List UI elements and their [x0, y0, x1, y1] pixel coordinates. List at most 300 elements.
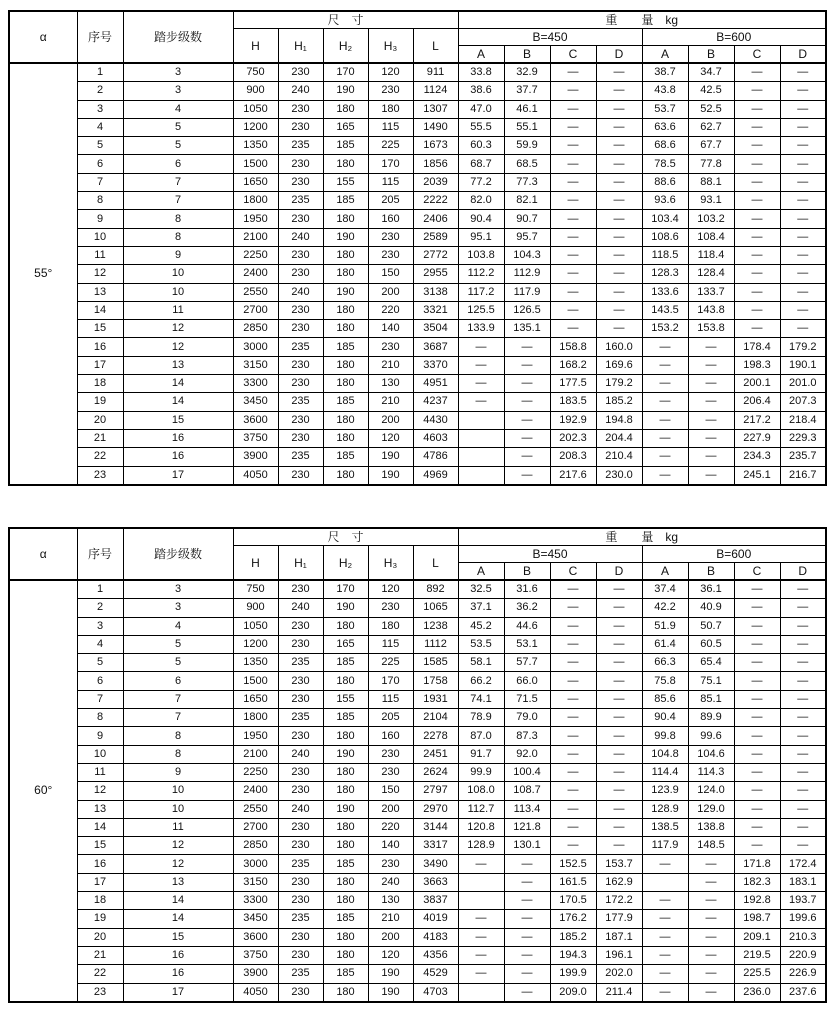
table-cell: 3300	[233, 892, 278, 910]
table-cell: 7	[123, 173, 233, 191]
table-cell: 1350	[233, 654, 278, 672]
table-cell: 3317	[413, 837, 458, 855]
table-cell: 200	[368, 928, 413, 946]
table-cell: —	[458, 910, 504, 928]
table-cell: 143.8	[688, 301, 734, 319]
alpha-value: 55°	[9, 63, 77, 485]
table-cell: 12	[123, 338, 233, 356]
table-cell: 900	[233, 599, 278, 617]
table-cell: 12	[77, 782, 123, 800]
table-cell: 205	[368, 709, 413, 727]
table-cell: 114.4	[642, 763, 688, 781]
table-cell: 230	[368, 745, 413, 763]
table-cell: 2550	[233, 800, 278, 818]
table-cell: —	[688, 375, 734, 393]
table-cell: 230	[278, 818, 323, 836]
table-cell: 234.3	[734, 448, 780, 466]
table-row	[9, 429, 826, 447]
table-cell	[458, 466, 504, 485]
table-cell: 13	[77, 283, 123, 301]
table-cell: 900	[233, 82, 278, 100]
table-cell: 1	[77, 580, 123, 599]
table-cell: —	[734, 246, 780, 264]
table-cell: 1856	[413, 155, 458, 173]
table-cell: 14	[77, 818, 123, 836]
table-cell: 161.5	[550, 873, 596, 891]
table-cell: 14	[123, 910, 233, 928]
table-cell: 55.1	[504, 118, 550, 136]
header-b450-d: D	[596, 563, 642, 581]
table-cell: 12	[77, 265, 123, 283]
table-cell: 179.2	[596, 375, 642, 393]
table-cell: 32.9	[504, 63, 550, 82]
table-cell: —	[596, 155, 642, 173]
table-cell: 4529	[413, 965, 458, 983]
table-cell: 129.0	[688, 800, 734, 818]
table-cell: 4237	[413, 393, 458, 411]
table-cell: —	[734, 635, 780, 653]
header-b450-a: A	[458, 563, 504, 581]
table-cell: 63.6	[642, 118, 688, 136]
table-row	[9, 155, 826, 173]
table-cell: 128.3	[642, 265, 688, 283]
table-cell: 210.3	[780, 928, 826, 946]
header-b600-c: C	[734, 563, 780, 581]
table-cell: 180	[323, 818, 368, 836]
table-cell: —	[596, 246, 642, 264]
header-b600-a: A	[642, 563, 688, 581]
table-cell: 240	[278, 745, 323, 763]
table-cell: 180	[323, 210, 368, 228]
table-header	[9, 11, 826, 63]
table-cell: 2100	[233, 228, 278, 246]
table-cell: 230	[278, 580, 323, 599]
table-cell: —	[550, 763, 596, 781]
table-cell: 104.6	[688, 745, 734, 763]
table-cell: 230	[278, 63, 323, 82]
table-cell: 123.9	[642, 782, 688, 800]
header-dim-l: L	[413, 29, 458, 64]
table-cell: 52.5	[688, 100, 734, 118]
header-b600-b: B	[688, 46, 734, 64]
table-cell: 230	[278, 837, 323, 855]
table-cell: 2550	[233, 283, 278, 301]
table-cell: 3450	[233, 393, 278, 411]
table-cell: 180	[323, 782, 368, 800]
table-cell: 5	[123, 118, 233, 136]
table-cell: —	[688, 356, 734, 374]
table-cell: —	[504, 411, 550, 429]
table-cell: 217.6	[550, 466, 596, 485]
table-cell: 209.1	[734, 928, 780, 946]
table-cell: 206.4	[734, 393, 780, 411]
table-cell: 235	[278, 910, 323, 928]
table-cell: —	[596, 818, 642, 836]
table-cell: 16	[123, 429, 233, 447]
table-cell: —	[734, 82, 780, 100]
table-cell: 130	[368, 375, 413, 393]
table-cell: 202.3	[550, 429, 596, 447]
table-cell: 230	[278, 466, 323, 485]
table-cell: 4786	[413, 448, 458, 466]
table-cell: —	[734, 301, 780, 319]
table-cell: 180	[323, 946, 368, 964]
table-cell: 133.6	[642, 283, 688, 301]
table-cell: 3837	[413, 892, 458, 910]
table-cell: 180	[323, 265, 368, 283]
table-cell: 210	[368, 393, 413, 411]
table-cell: 226.9	[780, 965, 826, 983]
table-cell: 230	[278, 118, 323, 136]
table-cell: 68.7	[458, 155, 504, 173]
table-cell: 2222	[413, 192, 458, 210]
table-row	[9, 928, 826, 946]
table-cell: 77.8	[688, 155, 734, 173]
table-cell: 2	[77, 599, 123, 617]
table-cell: 120	[368, 580, 413, 599]
table-cell: 210.4	[596, 448, 642, 466]
table-cell: 180	[323, 672, 368, 690]
table-cell: 150	[368, 265, 413, 283]
table-cell: 235	[278, 965, 323, 983]
table-cell: 1585	[413, 654, 458, 672]
table-cell: 230	[278, 928, 323, 946]
table-cell: 185	[323, 654, 368, 672]
table-cell: —	[642, 928, 688, 946]
table-cell: 2400	[233, 265, 278, 283]
table-cell: 165	[323, 635, 368, 653]
table-cell: —	[596, 599, 642, 617]
table-cell: 15	[77, 837, 123, 855]
header-b600-c: C	[734, 46, 780, 64]
table-cell: 7	[123, 709, 233, 727]
table-cell: 3600	[233, 928, 278, 946]
table-cell: 190.1	[780, 356, 826, 374]
table-cell: 114.3	[688, 763, 734, 781]
table-cell: 185	[323, 448, 368, 466]
table-cell: —	[596, 727, 642, 745]
table-cell: 4430	[413, 411, 458, 429]
table-cell: —	[780, 265, 826, 283]
header-b450-c: C	[550, 563, 596, 581]
table-cell: 200	[368, 800, 413, 818]
table-cell: 180	[323, 837, 368, 855]
table-cell: 172.2	[596, 892, 642, 910]
table-cell: 11	[123, 301, 233, 319]
table-cell: —	[734, 118, 780, 136]
table-cell: 135.1	[504, 320, 550, 338]
table-cell: 2970	[413, 800, 458, 818]
table-cell: 217.2	[734, 411, 780, 429]
table-cell: 230	[278, 173, 323, 191]
table-cell: 172.4	[780, 855, 826, 873]
table-cell: 177.9	[596, 910, 642, 928]
table-cell: 3	[123, 63, 233, 82]
table-cell: 158.8	[550, 338, 596, 356]
table-cell: 23	[77, 983, 123, 1002]
table-cell: 185	[323, 855, 368, 873]
table-cell: 60.5	[688, 635, 734, 653]
table-cell: 8	[77, 709, 123, 727]
table-cell: —	[734, 617, 780, 635]
table-row	[9, 965, 826, 983]
table-cell: 230	[278, 873, 323, 891]
table-cell: —	[458, 855, 504, 873]
table-cell: 225.5	[734, 965, 780, 983]
table-row	[9, 375, 826, 393]
table-row	[9, 411, 826, 429]
header-serial-number: 序号	[77, 11, 123, 63]
table-cell: 37.7	[504, 82, 550, 100]
table-cell: 165	[323, 118, 368, 136]
table-cell: 180	[323, 411, 368, 429]
table-cell: 180	[323, 246, 368, 264]
table-cell: 155	[323, 690, 368, 708]
table-cell: 230	[368, 763, 413, 781]
table-cell: —	[596, 672, 642, 690]
table-cell: 230	[278, 246, 323, 264]
table-cell: —	[550, 672, 596, 690]
table-cell: —	[550, 580, 596, 599]
table-cell: 108.6	[642, 228, 688, 246]
table-cell: 1500	[233, 672, 278, 690]
table-cell: 3900	[233, 448, 278, 466]
table-cell: 201.0	[780, 375, 826, 393]
table-cell: 38.7	[642, 63, 688, 82]
table-cell: 235	[278, 192, 323, 210]
table-cell: —	[596, 745, 642, 763]
table-cell: 177.5	[550, 375, 596, 393]
table-cell: —	[550, 192, 596, 210]
table-cell: —	[734, 690, 780, 708]
table-cell: —	[504, 448, 550, 466]
table-row	[9, 228, 826, 246]
table-row	[9, 320, 826, 338]
table-cell: 17	[77, 356, 123, 374]
table-cell: 169.6	[596, 356, 642, 374]
table-cell: 230	[368, 599, 413, 617]
table-cell: 22	[77, 448, 123, 466]
table-cell: 3150	[233, 873, 278, 891]
table-cell: —	[596, 800, 642, 818]
table-cell: 2955	[413, 265, 458, 283]
table-cell: 2624	[413, 763, 458, 781]
table-cell: 194.3	[550, 946, 596, 964]
table-cell: 117.2	[458, 283, 504, 301]
table-cell: —	[734, 228, 780, 246]
header-b450-d: D	[596, 46, 642, 64]
table-cell: —	[780, 246, 826, 264]
table-cell: 1124	[413, 82, 458, 100]
table-row	[9, 100, 826, 118]
table-cell: 14	[77, 301, 123, 319]
table-cell: 4356	[413, 946, 458, 964]
table-cell: 180	[323, 375, 368, 393]
table-cell: 2250	[233, 763, 278, 781]
table-cell: —	[458, 965, 504, 983]
table-cell: 66.0	[504, 672, 550, 690]
table-cell: 230	[278, 635, 323, 653]
table-cell: —	[780, 654, 826, 672]
table-cell: 88.6	[642, 173, 688, 191]
table-cell: 185	[323, 910, 368, 928]
table-cell: 112.2	[458, 265, 504, 283]
table-cell: 89.9	[688, 709, 734, 727]
table-cell: 230	[278, 672, 323, 690]
table-cell: 47.0	[458, 100, 504, 118]
header-b450: B=450	[458, 546, 642, 563]
table-cell: 185	[323, 137, 368, 155]
table-row	[9, 338, 826, 356]
table-cell: —	[642, 965, 688, 983]
table-cell: 1050	[233, 100, 278, 118]
table-cell: —	[550, 118, 596, 136]
header-b600-b: B	[688, 563, 734, 581]
table-cell: 45.2	[458, 617, 504, 635]
table-cell: 99.9	[458, 763, 504, 781]
table-cell: 120	[368, 429, 413, 447]
table-cell: 37.4	[642, 580, 688, 599]
table-cell: 230	[278, 782, 323, 800]
table-cell: 66.3	[642, 654, 688, 672]
table-cell: —	[780, 173, 826, 191]
table-cell	[642, 873, 688, 891]
table-cell: —	[550, 155, 596, 173]
table-cell: 1200	[233, 635, 278, 653]
table-cell: 20	[77, 411, 123, 429]
table-cell: 230	[368, 228, 413, 246]
table-cell: 210	[368, 356, 413, 374]
table-row	[9, 800, 826, 818]
table-cell: 190	[323, 745, 368, 763]
table-cell: 1112	[413, 635, 458, 653]
table-cell: —	[550, 320, 596, 338]
table-cell: 115	[368, 173, 413, 191]
table-cell: —	[780, 228, 826, 246]
header-step-count: 踏步级数	[123, 528, 233, 580]
header-dim-h: H	[233, 546, 278, 581]
table-cell: 6	[77, 672, 123, 690]
table-cell: —	[550, 800, 596, 818]
table-cell: 235	[278, 393, 323, 411]
table-cell: 3321	[413, 301, 458, 319]
table-cell: 55.5	[458, 118, 504, 136]
table-cell: 2406	[413, 210, 458, 228]
table-row	[9, 690, 826, 708]
table-cell: —	[550, 63, 596, 82]
header-b600-d: D	[780, 46, 826, 64]
header-weight-kg: 重 量 kg	[458, 528, 826, 546]
table-cell: 18	[77, 375, 123, 393]
table-cell: 180	[323, 100, 368, 118]
table-cell: 17	[77, 873, 123, 891]
table-row	[9, 599, 826, 617]
header-b600-d: D	[780, 563, 826, 581]
table-cell: 185.2	[550, 928, 596, 946]
header-alpha: α	[9, 11, 77, 63]
table-cell: 170	[368, 672, 413, 690]
table-cell: 21	[77, 946, 123, 964]
table-cell: —	[596, 283, 642, 301]
table-cell: 185	[323, 965, 368, 983]
table-cell: —	[734, 800, 780, 818]
table-cell: 1673	[413, 137, 458, 155]
table-cell: 77.2	[458, 173, 504, 191]
table-cell: 128.9	[642, 800, 688, 818]
table-cell: —	[504, 892, 550, 910]
table-row	[9, 137, 826, 155]
table-cell: 108.7	[504, 782, 550, 800]
table-cell: 21	[77, 429, 123, 447]
table-cell: 3687	[413, 338, 458, 356]
table-cell: 230	[368, 82, 413, 100]
table-cell: 1950	[233, 210, 278, 228]
header-dim-h: H	[233, 29, 278, 64]
table-cell: —	[642, 338, 688, 356]
table-cell: 200	[368, 411, 413, 429]
table-cell: 10	[123, 782, 233, 800]
table-cell: 230	[278, 320, 323, 338]
table-cell: 3490	[413, 855, 458, 873]
table-row	[9, 118, 826, 136]
table-cell: 15	[77, 320, 123, 338]
table-cell: —	[780, 320, 826, 338]
table-cell: 88.1	[688, 173, 734, 191]
table-cell: 199.6	[780, 910, 826, 928]
table-cell: —	[504, 855, 550, 873]
table-cell: —	[734, 672, 780, 690]
table-cell: 4050	[233, 466, 278, 485]
table-cell: 38.6	[458, 82, 504, 100]
header-dim-h3: H₃	[368, 546, 413, 581]
table-row	[9, 63, 826, 82]
table-cell: —	[780, 709, 826, 727]
table-cell: 79.0	[504, 709, 550, 727]
table-cell: 14	[123, 375, 233, 393]
table-cell: 180	[323, 356, 368, 374]
table-cell: —	[550, 617, 596, 635]
table-cell: 750	[233, 580, 278, 599]
table-cell: —	[504, 375, 550, 393]
table-cell	[458, 429, 504, 447]
table-cell: 180	[323, 466, 368, 485]
table-cell: 10	[123, 265, 233, 283]
table-cell: 235.7	[780, 448, 826, 466]
table-cell: 230	[278, 690, 323, 708]
table-cell: 208.3	[550, 448, 596, 466]
table-cell: 3144	[413, 818, 458, 836]
table-cell: —	[734, 580, 780, 599]
table-cell: 95.1	[458, 228, 504, 246]
table-cell: 170	[323, 580, 368, 599]
table-cell: 16	[77, 338, 123, 356]
header-b450: B=450	[458, 29, 642, 46]
table-cell: 230	[278, 763, 323, 781]
table-cell: —	[596, 782, 642, 800]
table-cell: 2278	[413, 727, 458, 745]
table-cell: —	[734, 818, 780, 836]
table-cell: —	[780, 118, 826, 136]
table-cell: —	[780, 727, 826, 745]
table-cell	[458, 873, 504, 891]
table-cell: 61.4	[642, 635, 688, 653]
table-cell: 2589	[413, 228, 458, 246]
table-cell: —	[596, 635, 642, 653]
table-cell: —	[688, 983, 734, 1002]
table-cell: 13	[77, 800, 123, 818]
table-cell: 5	[123, 654, 233, 672]
table-cell: —	[734, 837, 780, 855]
